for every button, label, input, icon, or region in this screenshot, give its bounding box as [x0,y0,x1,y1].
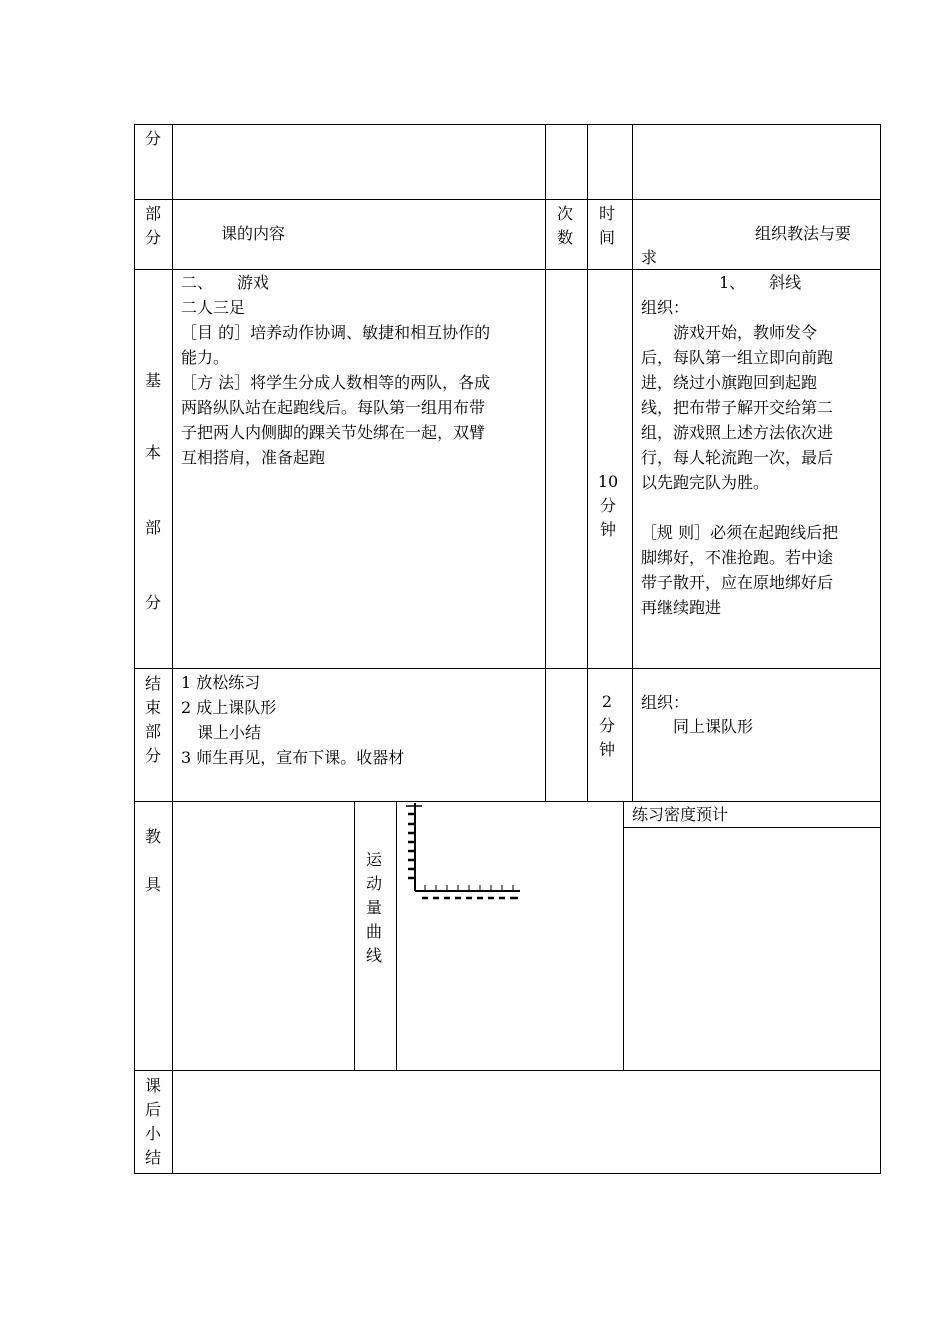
ending-section-char: 部 [144,722,161,741]
content-line: 能力。 [181,348,230,367]
rule [880,124,881,1174]
method-line: 进，绕过小旗跑回到起跑 [641,373,818,392]
exercise-curve-axes [400,802,526,902]
method-line [641,495,838,520]
rule [134,1070,881,1071]
rule [354,801,355,1070]
equipment-section-char: 具 [145,875,162,894]
header-count-char: 次 [556,204,573,223]
curve-label-char: 运 [365,850,382,869]
header-count-label [555,202,575,250]
content-line: 互相搭肩，准备起跑 [181,448,326,467]
content-line: 子把两人内侧脚的踝关节处绑在一起，双臂 [181,423,486,442]
method-line: ［规 则］必须在起跑线后把 [641,523,839,542]
content-line: ［方 法］将学生分成人数相等的两队，各成 [181,373,491,392]
summary-section-char: 课 [144,1076,161,1095]
ending-section-char: 结 [144,674,161,693]
content-line: 两路纵队站在起跑线后。每队第一组用布带 [181,398,486,417]
method-line: 组，游戏照上述方法依次进 [641,423,834,442]
equipment-section-char: 教 [145,827,162,846]
rule [545,124,546,801]
rule [623,801,624,1070]
method-line: 带子散开，应在原地绑好后 [641,573,834,592]
basic-section-char: 本 [145,443,162,462]
method-line: 再继续跑进 [641,598,722,617]
curve-label-char: 曲 [365,922,382,941]
content-line: 1 放松练习 [181,673,261,692]
content-line: 3 师生再见，宣布下课。收器材 [181,748,405,767]
basic-time [596,470,620,542]
method-line: 行，每人轮流跑一次，最后 [641,448,834,467]
summary-section-char: 小 [144,1124,161,1143]
header-method-label-wrap: 求 [641,248,658,267]
top-section-label: 分 [145,129,162,148]
method-line: 以先跑完队为胜。 [641,473,770,492]
ending-method-title: 组织： [641,693,690,712]
header-section-char: 部 [144,204,161,223]
rule [172,124,173,1174]
basic-content [181,270,490,470]
rule [134,124,881,125]
header-time-char: 时 [598,204,615,223]
rule [632,124,633,801]
method-line: 线，把布带子解开交给第二 [641,398,834,417]
summary-section-label [143,1074,163,1170]
basic-time-part: 分 [599,496,616,515]
basic-section-char: 部 [145,518,162,537]
rule [623,827,881,828]
header-time-char: 间 [598,228,615,247]
content-line: 2 成上课队形 [181,698,277,717]
curve-label-char: 量 [365,898,382,917]
ending-section-label [143,672,163,768]
ending-method-line: 同上课队形 [641,717,754,736]
ending-section-char: 束 [144,698,161,717]
ending-content [181,670,404,770]
method-line: 游戏开始，教师发令 [641,323,818,342]
content-line: 二人三足 [181,298,246,317]
curve-label-char: 动 [365,874,382,893]
basic-time-part: 10 [597,472,619,491]
ending-section-char: 分 [144,746,161,765]
ending-time-part: 钟 [598,740,615,759]
method-title: 1、 斜线 [719,273,802,292]
header-section-char: 分 [144,228,161,247]
header-count-char: 数 [556,228,573,247]
rule [134,124,135,1174]
header-time-label [597,202,617,250]
summary-section-char: 结 [144,1148,161,1167]
basic-section-char: 分 [145,593,162,612]
curve-label [364,848,384,968]
curve-label-char: 线 [365,946,382,965]
header-method-label: 组织教法与要 [755,224,852,243]
header-section-label [143,202,163,250]
basic-section-char: 基 [145,371,162,390]
summary-section-char: 后 [144,1100,161,1119]
density-label: 练习密度预计 [632,805,729,824]
rule [134,1173,881,1174]
ending-time [597,690,617,762]
content-line: 课上小结 [181,723,262,742]
rule [134,199,881,200]
basic-time-part: 钟 [599,520,616,539]
rule [396,801,397,1070]
method-line: 组织： [641,298,690,317]
ending-time-part: 2 [601,692,613,711]
rule [134,668,881,669]
content-line: 二、 游戏 [181,273,270,292]
rule [587,124,588,801]
header-content-label: 课的内容 [221,224,286,243]
ending-time-part: 分 [598,716,615,735]
method-line: 脚绑好，不准抢跑。若中途 [641,548,834,567]
basic-method [641,295,838,620]
method-line: 后，每队第一组立即向前跑 [641,348,834,367]
content-line: ［目 的］培养动作协调、敏捷和相互协作的 [181,323,491,342]
